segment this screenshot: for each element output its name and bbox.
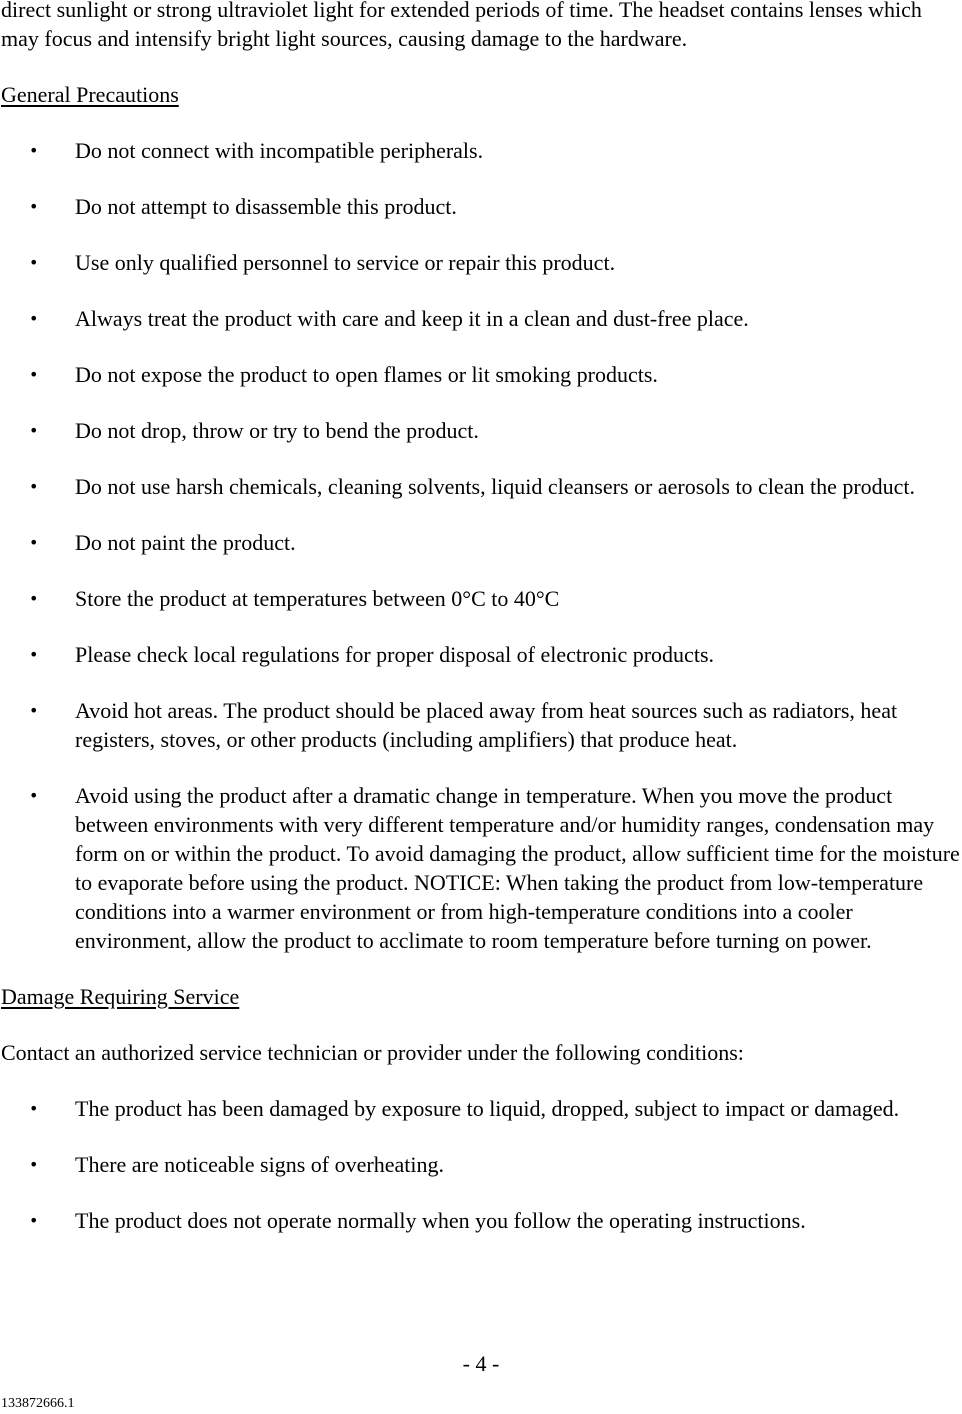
list-item-text: Please check local regulations for proper disposal of electronic products. (75, 642, 714, 667)
list-item-text: Use only qualified personnel to service or repair this product. (75, 250, 616, 275)
list-item-text: Do not connect with incompatible peripherals. (75, 138, 484, 163)
list-item-text: Store the product at temperatures between 0°C to 40°C (75, 586, 560, 611)
list-item (0, 1150, 962, 1179)
damage-requiring-service-list (0, 1094, 962, 1235)
list-item (0, 528, 962, 557)
damage-requiring-service-heading: Damage Requiring Service (1, 984, 240, 1009)
list-item (0, 472, 962, 501)
list-item (0, 136, 962, 165)
list-item (0, 192, 962, 221)
bullet-icon: • (29, 477, 39, 496)
list-item-text: The product does not operate normally when you follow the operating instructions. (75, 1208, 806, 1233)
list-item-text: Always treat the product with care and keep it in a clean and dust-free place. (75, 306, 749, 331)
list-item (0, 1206, 962, 1235)
bullet-icon: • (29, 1211, 39, 1230)
bullet-icon: • (29, 197, 39, 216)
list-item-text: Do not drop, throw or try to bend the product. (75, 418, 479, 443)
bullet-icon: • (29, 309, 39, 328)
list-item-text: There are noticeable signs of overheating. (75, 1152, 444, 1177)
bullet-icon: • (29, 253, 39, 272)
list-item-text: The product has been damaged by exposure to liquid, dropped, subject to impact or damaged. (75, 1096, 900, 1121)
general-precautions-list (0, 136, 962, 955)
bullet-icon: • (29, 1099, 39, 1118)
bullet-icon: • (29, 533, 39, 552)
list-item (0, 781, 962, 955)
list-item (0, 248, 962, 277)
list-item (0, 696, 962, 754)
list-item (0, 640, 962, 669)
list-item-text: Avoid using the product after a dramatic change in temperature. When you move the product between environments with very different temperature and/or humidity ranges, condensation may form on or within the product. To avoid damaging the product, allow sufficient time for the moisture to evaporate before using the product. NOTICE: When taking the product from low-temperature conditions into a warmer environment or from high-temperature conditions into a cooler environment, allow the product to acclimate to room temperature before turning on power. (75, 783, 960, 953)
bullet-icon: • (29, 141, 39, 160)
bullet-icon: • (29, 421, 39, 440)
list-item (0, 360, 962, 389)
bullet-icon: • (29, 701, 39, 720)
list-item-text: Do not use harsh chemicals, cleaning solvents, liquid cleansers or aerosols to clean the product. (75, 474, 916, 499)
list-item (0, 416, 962, 445)
list-item-text: Do not expose the product to open flames or lit smoking products. (75, 362, 658, 387)
page-number: - 4 - (462, 1351, 500, 1376)
list-item-text: Avoid hot areas. The product should be placed away from heat sources such as radiators, heat registers, stoves, or other products (including amplifiers) that produce heat. (75, 698, 898, 752)
list-item-text: Do not attempt to disassemble this product. (75, 194, 457, 219)
bullet-icon: • (29, 645, 39, 664)
bullet-icon: • (29, 589, 39, 608)
list-item (0, 1094, 962, 1123)
service-intro-paragraph: Contact an authorized service technician or provider under the following conditions: (1, 1040, 744, 1065)
list-item (0, 304, 962, 333)
list-item (0, 584, 962, 613)
bullet-icon: • (29, 365, 39, 384)
intro-paragraph: direct sunlight or strong ultraviolet light for extended periods of time. The headset contains lenses which may focus and intensify bright light sources, causing damage to the hardware. (1, 0, 922, 51)
list-item-text: Do not paint the product. (75, 530, 296, 555)
bullet-icon: • (29, 786, 39, 805)
general-precautions-heading: General Precautions (1, 82, 179, 107)
bullet-icon: • (29, 1155, 39, 1174)
document-id: 133872666.1 (1, 1396, 75, 1411)
